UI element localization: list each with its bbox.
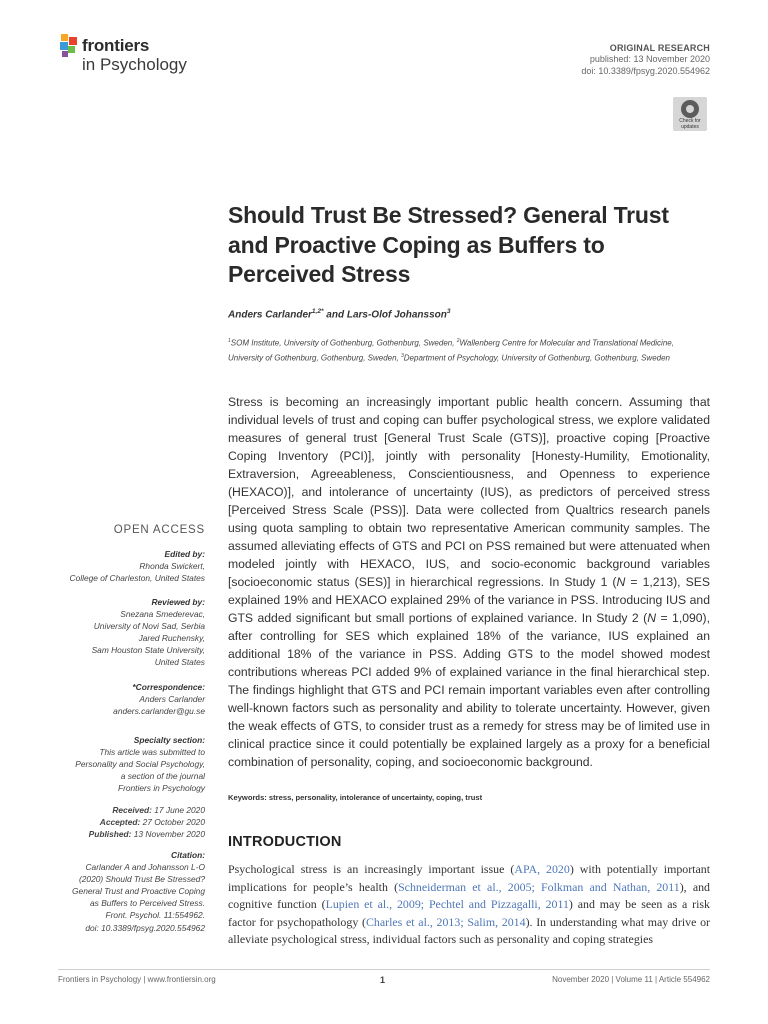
abstract: Stress is becoming an increasingly important public health concern. Assuming that individual levels of trust and coping can buffer psychological stress, we explore validated measures of general trust [General Trust Scale (GTS)], proactive coping [Proactive Coping Inventory (PCI)], jointly with personality [Honesty-Humility, Emotionality, Extraversion, Agreeableness, Conscientiousness, and Openness to experience (HEXACO)], and intolerance of uncertainty (IUS), as predictors of perceived stress [Perceived Stress Scale (PSS)]. Data were collected from Qualtrics research panels using quota sampling to obtain two representative American community samples. The assumed alleviating effects of GTS and PCI on PSS remained but were attenuated when modeled jointly with HEXACO, IUS, and socio-economic background variables [socioeconomic status (SES)] in hierarchical regressions. In Study 1 (N = 1,213), SES explained 19% and HEXACO explained 29% of the variance in PSS. Introducing IUS and GTS added significant but small portions of explained variance. In Study 2 (N = 1,090), after controlling for SES which explained 18% of the variance, IUS explained an additional 18% of the variance in PSS. Adding GTS to the model showed modest contributions whereas PCI added 9% of explained variance in the final hierarchical step. The findings highlight that GTS and PCI remain important variables even after controlling well-known factors such as personality and ability to tolerate uncertainty. However, given the weak effects of GTS, to consider trust as a remedy for stress may be of limited use in clinical practice since it could potentially be explained largely as a proxy for a beneficial combination of personality, coping, and socioeconomic background. [228,395,711,770]
footer-issue-info: November 2020 | Volume 11 | Article 554962 [552,975,710,984]
citation-doi[interactable]: doi: 10.3389/fpsyg.2020.554962 [85,922,205,933]
reviewer-name: Jared Ruchensky, [138,633,205,644]
editor-name: Rhonda Swickert, [139,561,205,572]
reviewer-name: Snezana Smederevac, [120,609,205,620]
correspondence-email[interactable]: anders.carlander@gu.se [113,706,205,717]
citation-link[interactable]: Schneiderman et al., 2005; Folkman and Nathan, 2011 [398,879,680,894]
footer-journal-link[interactable]: Frontiers in Psychology | www.frontiersin.org [58,975,216,984]
dates-block: Received: 17 June 2020 Accepted: 27 October 2020 Published: 13 November 2020 [88,805,205,840]
open-access-label: OPEN ACCESS [113,524,205,536]
author-affiliation-ref: 3 [446,308,451,315]
footer-divider [58,969,710,970]
author-name[interactable]: Lars-Olof Johansson [346,309,447,321]
page-number: 1 [380,975,386,985]
correspondence-block: *Correspondence: Anders Carlander anders.carlander@gu.se [5,681,205,717]
article-type: ORIGINAL RESEARCH [609,43,710,53]
citation-link[interactable]: Lupien et al., 2009; Pechtel and Pizzagalli, 2011 [325,897,569,912]
logo-brand: frontiers [82,36,150,55]
edited-by-block: Edited by: Rhonda Swickert, College of Charleston, United States [5,548,205,584]
corresponding-mark: * [320,308,324,315]
logo-journal: in Psychology [82,55,187,74]
article-title: Should Trust Be Stressed? General Trust and Proactive Coping as Buffers to Perceived Stress [228,202,669,287]
author-affiliation-ref: 1,2 [311,308,321,315]
author-joiner: and [323,309,347,321]
affiliations: $^1$SOM Institute, University of Gothenburg, Gothenburg, Sweden, $^2$Wallenberg Centre for Molecular and Translational Medicine, University of Gothenburg, Gothenburg, Sweden, $^3$Department of Psychology, University of Gothenburg, Gothenburg, Sweden [228,338,674,363]
article-doi[interactable]: doi: 10.3389/fpsyg.2020.554962 [581,66,710,76]
introduction-paragraph: Psychological stress is an increasingly important issue (APA, 2020) with potentially important implications for people’s health (Schneiderman et al., 2005; Folkman and Nathan, 2011), and cognitive function (Lupien et al., 2009; Pechtel and Pizzagalli, 2011) and may be seen as a risk factor for psychopathology (Charles et al., 2013; Salim, 2014). In understanding what may drive or alleviate psychological stress, individual factors such as personality and coping strategies [228,862,711,947]
journal-logo[interactable] [58,31,218,81]
frontiers-logo-icon [58,34,80,58]
citation-block: Citation: Carlander A and Johansson L-O (2020) Should Trust Be Stressed? General Trust and Proactive Coping as Buffers to Perceived Stress. Front. Psychol. 11:554962. doi: 10.3389/fpsyg.2020.554962 [5,849,205,934]
check-updates-label: Check for updates [679,118,701,130]
specialty-section-block: Specialty section: This article was submitted to Personality and Social Psychology, a section of the journal Frontiers in Psychology [75,735,205,794]
check-for-updates-button[interactable] [673,97,707,131]
author-list [228,308,450,320]
author-name[interactable]: Anders Carlander [228,309,312,321]
reviewed-by-block: Reviewed by: Snezana Smederevac, University of Novi Sad, Serbia Jared Ruchensky, Sam Houston State University, United States [5,596,205,669]
citation-link[interactable]: APA, 2020 [514,862,570,876]
keywords: Keywords: stress, personality, intolerance of uncertainty, coping, trust [228,793,483,802]
section-heading: INTRODUCTION [228,834,342,850]
published-date: published: 13 November 2020 [589,54,710,64]
citation-link[interactable]: Charles et al., 2013; Salim, 2014 [365,914,526,929]
